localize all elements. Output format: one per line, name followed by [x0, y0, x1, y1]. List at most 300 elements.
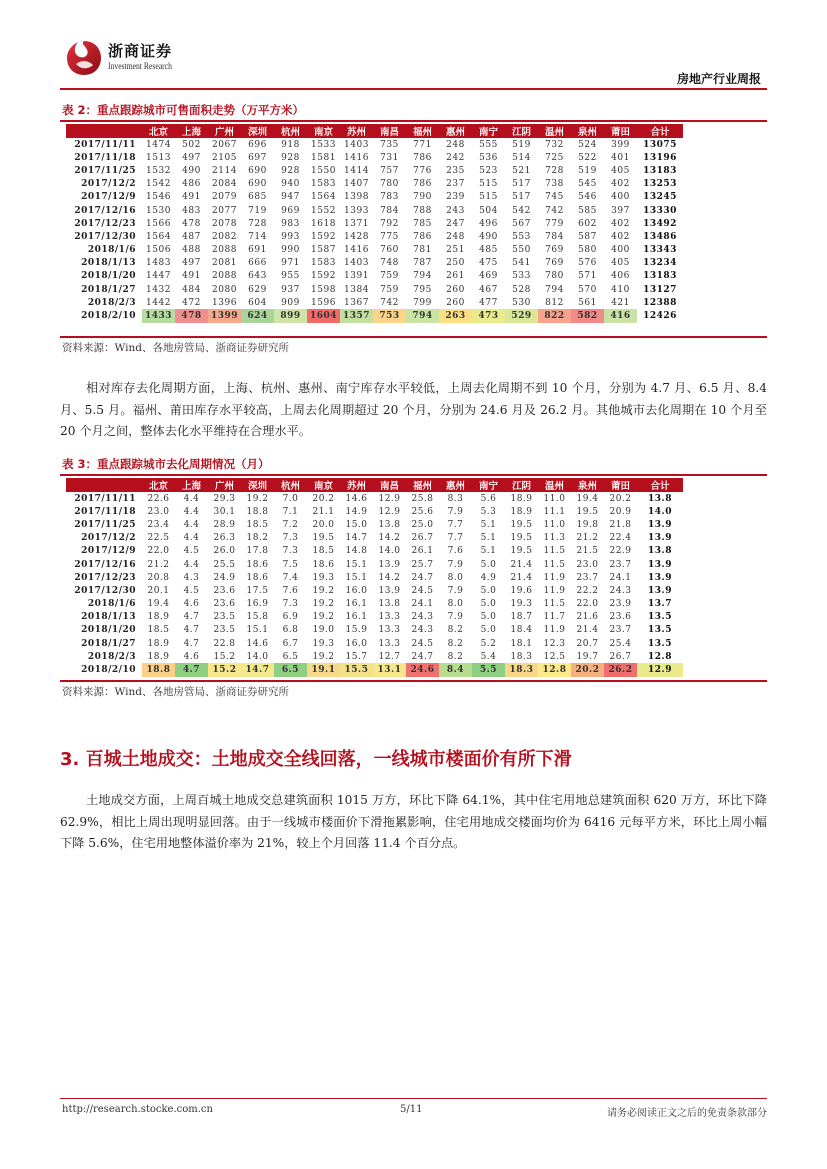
table-cell: 22.9 — [609, 546, 632, 557]
table-cell: 477 — [479, 297, 498, 308]
table-cell: 587 — [578, 231, 597, 242]
table-cell: 12.9 — [378, 493, 401, 504]
table-cell: 16.1 — [345, 599, 368, 610]
table-cell: 519 — [512, 139, 531, 150]
table-cell: 15.2 — [213, 651, 236, 662]
table-cell: 666 — [248, 258, 267, 269]
table-cell: 18.9 — [147, 638, 170, 649]
table-cell: 469 — [479, 271, 498, 282]
table-cell: 14.0 — [246, 651, 269, 662]
table-cell: 4.4 — [183, 506, 200, 517]
table-cell: 23.6 — [213, 585, 236, 596]
table-cell: 602 — [578, 218, 597, 229]
table-cell: 16.0 — [345, 638, 368, 649]
table-cell: 781 — [413, 245, 432, 256]
table-cell: 12388 — [643, 297, 677, 308]
table-cell: 2084 — [212, 179, 237, 190]
table-cell: 1587 — [311, 245, 336, 256]
table-cell: 478 — [182, 218, 201, 229]
table-cell: 261 — [446, 271, 465, 282]
table-cell: 4.4 — [183, 533, 200, 544]
table-row — [66, 637, 683, 650]
table-cell: 491 — [182, 192, 201, 203]
table-cell: 570 — [578, 284, 597, 295]
table-cell: 19.7 — [576, 651, 599, 662]
table-cell: 13.9 — [378, 559, 401, 570]
table-cell: 4.7 — [175, 663, 208, 676]
table-cell: 12.9 — [637, 663, 683, 676]
table-cell: 799 — [413, 297, 432, 308]
table-cell: 18.9 — [147, 612, 170, 623]
table-cell: 400 — [611, 192, 630, 203]
table-cell: 14.7 — [345, 533, 368, 544]
table-cell: 12426 — [637, 309, 683, 322]
table-cell: 19.0 — [312, 625, 335, 636]
table-cell: 22.0 — [147, 546, 170, 557]
table-cell: 8.0 — [447, 599, 464, 610]
table-cell: 529 — [505, 309, 538, 322]
table-cell: 4.7 — [183, 638, 200, 649]
table-cell: 21.4 — [576, 625, 599, 636]
table-cell: 21.8 — [609, 519, 632, 530]
table-cell: 26.1 — [411, 546, 434, 557]
table-cell: 20.0 — [312, 519, 335, 530]
table-cell: 23.4 — [147, 519, 170, 530]
table-cell: 13.5 — [648, 612, 672, 623]
table-cell: 22.6 — [147, 493, 170, 504]
table-cell: 7.9 — [447, 612, 464, 623]
page-number: 5/11 — [400, 1104, 423, 1115]
table-cell: 16.0 — [345, 585, 368, 596]
row-date: 2018/2/10 — [81, 665, 136, 676]
column-header: 福州 — [406, 478, 439, 492]
table-cell: 7.7 — [447, 519, 464, 530]
table-cell: 785 — [413, 218, 432, 229]
table-cell: 19.5 — [510, 546, 533, 557]
table-cell: 580 — [578, 245, 597, 256]
table-cell: 8.2 — [447, 651, 464, 662]
table-cell: 23.5 — [213, 625, 236, 636]
logo-english-name: Investment Research — [108, 61, 172, 71]
table-cell: 18.3 — [510, 651, 533, 662]
table-row — [66, 611, 683, 624]
row-date: 2017/12/9 — [81, 546, 136, 557]
table-cell: 21.1 — [312, 506, 335, 517]
table-cell: 731 — [380, 152, 399, 163]
table-cell: 15.1 — [345, 572, 368, 583]
table-cell: 15.9 — [345, 625, 368, 636]
column-header: 福州 — [406, 124, 439, 138]
table-cell: 5.6 — [480, 493, 497, 504]
table-cell: 250 — [446, 258, 465, 269]
table-cell: 19.5 — [312, 533, 335, 544]
table-cell: 18.3 — [505, 663, 538, 676]
table-cell: 1530 — [146, 205, 171, 216]
table-cell: 14.0 — [648, 506, 672, 517]
table-cell: 18.5 — [147, 625, 170, 636]
table-cell: 1533 — [311, 139, 336, 150]
table-row — [66, 663, 683, 676]
column-header: 苏州 — [340, 124, 373, 138]
table-cell: 1447 — [146, 271, 171, 282]
footer-divider — [60, 1098, 767, 1099]
table-cell: 2067 — [212, 139, 237, 150]
table-cell: 23.7 — [609, 625, 632, 636]
column-header: 南昌 — [373, 124, 406, 138]
table3-top-rule — [60, 474, 767, 476]
row-date: 2018/1/13 — [81, 612, 136, 623]
table-cell: 18.6 — [246, 559, 269, 570]
table-cell: 1592 — [311, 271, 336, 282]
table-cell: 13486 — [643, 231, 677, 242]
table3-bottom-rule — [60, 680, 767, 682]
table-cell: 522 — [578, 152, 597, 163]
table-cell: 23.7 — [576, 572, 599, 583]
table-cell: 1564 — [146, 231, 171, 242]
table-cell: 775 — [380, 231, 399, 242]
table-cell: 735 — [380, 139, 399, 150]
table-cell: 1550 — [311, 165, 336, 176]
table-cell: 514 — [512, 152, 531, 163]
table-cell: 542 — [512, 205, 531, 216]
table-cell: 5.5 — [472, 663, 505, 676]
table-cell: 15.8 — [246, 612, 269, 623]
column-header: 上海 — [175, 124, 208, 138]
table-cell: 983 — [281, 218, 300, 229]
table-cell: 541 — [512, 258, 531, 269]
table-cell: 11.9 — [543, 585, 566, 596]
table-cell: 26.7 — [411, 533, 434, 544]
table-cell: 11.5 — [543, 599, 566, 610]
table-cell: 1506 — [146, 245, 171, 256]
table-cell: 23.9 — [609, 599, 632, 610]
table-cell: 2080 — [212, 284, 237, 295]
table-cell: 576 — [578, 258, 597, 269]
table-cell: 13.7 — [648, 599, 672, 610]
table-cell: 20.1 — [147, 585, 170, 596]
table-cell: 5.1 — [480, 533, 497, 544]
table-cell: 483 — [182, 205, 201, 216]
table-cell: 909 — [281, 297, 300, 308]
footer-url[interactable]: http://research.stocke.com.cn — [62, 1104, 213, 1115]
table-cell: 783 — [380, 192, 399, 203]
table-cell: 4.7 — [183, 625, 200, 636]
table-cell: 28.9 — [213, 519, 236, 530]
table-cell: 1367 — [344, 297, 369, 308]
column-header: 南昌 — [373, 478, 406, 492]
table-cell: 405 — [611, 165, 630, 176]
table-row — [66, 492, 683, 505]
table-cell: 937 — [281, 284, 300, 295]
table-cell: 1618 — [311, 218, 336, 229]
table-cell: 25.7 — [411, 559, 434, 570]
table-cell: 1566 — [146, 218, 171, 229]
table-cell: 1393 — [344, 205, 369, 216]
table-cell: 5.1 — [480, 546, 497, 557]
table-cell: 742 — [545, 205, 564, 216]
table-cell: 11.7 — [543, 612, 566, 623]
table-cell: 4.7 — [183, 612, 200, 623]
table-row — [66, 164, 683, 177]
report-type: 房地产行业周报 — [676, 72, 761, 86]
table-cell: 24.3 — [411, 612, 434, 623]
table-cell: 400 — [611, 245, 630, 256]
table-cell: 523 — [479, 165, 498, 176]
row-date: 2018/2/10 — [81, 311, 136, 322]
table-cell: 4.5 — [183, 585, 200, 596]
table-cell: 25.8 — [411, 493, 434, 504]
table-cell: 1442 — [146, 297, 171, 308]
table-cell: 5.0 — [480, 599, 497, 610]
table-cell: 2088 — [212, 245, 237, 256]
table-cell: 2079 — [212, 192, 237, 203]
table-cell: 4.5 — [183, 546, 200, 557]
row-date: 2017/11/11 — [74, 493, 136, 504]
table-cell: 6.5 — [282, 651, 299, 662]
table-cell: 21.5 — [576, 546, 599, 557]
table-cell: 780 — [380, 179, 399, 190]
table-cell: 15.0 — [345, 519, 368, 530]
table-cell: 502 — [182, 139, 201, 150]
table-cell: 629 — [248, 284, 267, 295]
table-cell: 787 — [413, 258, 432, 269]
table-cell: 536 — [479, 152, 498, 163]
table-cell: 21.2 — [147, 559, 170, 570]
table-cell: 18.6 — [246, 572, 269, 583]
column-header: 合计 — [637, 124, 683, 138]
column-header: 北京 — [142, 478, 175, 492]
table-cell: 732 — [545, 139, 564, 150]
table-cell: 20.2 — [312, 493, 335, 504]
table-cell: 18.6 — [312, 559, 335, 570]
table-cell: 260 — [446, 284, 465, 295]
table-cell: 691 — [248, 245, 267, 256]
table-cell: 4.9 — [480, 572, 497, 583]
table-row — [66, 650, 683, 663]
table-row — [66, 309, 683, 322]
table-cell: 13.8 — [378, 599, 401, 610]
column-header: 南京 — [307, 124, 340, 138]
table-cell: 19.4 — [576, 493, 599, 504]
table-cell: 792 — [380, 218, 399, 229]
table-cell: 769 — [545, 258, 564, 269]
table-cell: 18.5 — [312, 546, 335, 557]
table-cell: 11.5 — [543, 546, 566, 557]
table-cell: 399 — [611, 139, 630, 150]
table-cell: 742 — [380, 297, 399, 308]
table-cell: 4.4 — [183, 519, 200, 530]
table-cell: 940 — [281, 179, 300, 190]
table-cell: 24.3 — [411, 625, 434, 636]
table-cell: 7.9 — [447, 585, 464, 596]
table-cell: 19.8 — [576, 519, 599, 530]
table-cell: 1416 — [344, 245, 369, 256]
header-divider — [60, 88, 767, 90]
row-date: 2017/12/16 — [74, 205, 136, 216]
table-cell: 4.4 — [183, 493, 200, 504]
table-cell: 786 — [413, 152, 432, 163]
land-transaction-paragraph: 土地成交方面，上周百城土地成交总建筑面积 1015 万方，环比下降 64.1%，其中住宅用地总建筑面积 620 万方，环比下降 62.9%，相比上周出现明显回落。由于一线城市楼面价下滑拖累影响，住宅用地成交楼面均价为 6416 元每平方米，环比上周小幅下降 5.6%，住宅用地整体溢价率为 21%，较上个月回落 11.4 个百分点。 — [60, 793, 767, 850]
column-header: 温州 — [538, 478, 571, 492]
table-cell: 8.0 — [447, 572, 464, 583]
table-cell: 19.6 — [510, 585, 533, 596]
table-cell: 19.2 — [312, 599, 335, 610]
table-cell: 1357 — [340, 309, 373, 322]
table-cell: 1542 — [146, 179, 171, 190]
table-cell: 235 — [446, 165, 465, 176]
row-date: 2017/12/2 — [81, 179, 136, 190]
table-cell: 24.9 — [213, 572, 236, 583]
table-cell: 899 — [274, 309, 307, 322]
column-header: 上海 — [175, 478, 208, 492]
table-cell: 21.4 — [510, 559, 533, 570]
table3-header-row — [66, 478, 683, 492]
table-cell: 776 — [413, 165, 432, 176]
table-cell: 546 — [578, 192, 597, 203]
table-cell: 397 — [611, 205, 630, 216]
table-cell: 26.0 — [213, 546, 236, 557]
table-cell: 7.4 — [282, 572, 299, 583]
table-cell: 22.0 — [576, 599, 599, 610]
table-cell: 1414 — [344, 165, 369, 176]
table-cell: 690 — [248, 165, 267, 176]
table-cell: 2088 — [212, 271, 237, 282]
table-cell: 13.3 — [378, 638, 401, 649]
table-cell: 790 — [413, 192, 432, 203]
table-cell: 15.2 — [208, 663, 241, 676]
table-cell: 928 — [281, 165, 300, 176]
table-cell: 6.8 — [282, 625, 299, 636]
table3-source: 资料来源：Wind、各地房管局、浙商证券研究所 — [62, 686, 289, 698]
table-cell: 504 — [479, 205, 498, 216]
table2-source: 资料来源：Wind、各地房管局、浙商证券研究所 — [62, 342, 289, 354]
table-cell: 1483 — [146, 258, 171, 269]
column-header: 深圳 — [241, 124, 274, 138]
table-cell: 488 — [182, 245, 201, 256]
table2-header-row — [66, 124, 683, 138]
row-date: 2017/12/2 — [81, 533, 136, 544]
table-cell: 1474 — [146, 139, 171, 150]
table-cell: 473 — [472, 309, 505, 322]
table-cell: 8.2 — [447, 638, 464, 649]
table-cell: 5.2 — [480, 638, 497, 649]
table-cell: 15.7 — [345, 651, 368, 662]
table-cell: 822 — [538, 309, 571, 322]
table-cell: 406 — [611, 271, 630, 282]
table-cell: 19.4 — [147, 599, 170, 610]
table-cell: 7.3 — [282, 533, 299, 544]
table-cell: 405 — [611, 258, 630, 269]
logo-chinese-name: 浙商证券 — [108, 42, 173, 60]
table-cell: 26.2 — [604, 663, 637, 676]
row-date: 2017/12/30 — [74, 231, 136, 242]
table-cell: 643 — [248, 271, 267, 282]
table-cell: 794 — [413, 271, 432, 282]
table-cell: 263 — [439, 309, 472, 322]
table-cell: 1403 — [344, 258, 369, 269]
table-cell: 20.8 — [147, 572, 170, 583]
table-cell: 13196 — [643, 152, 677, 163]
table-cell: 24.7 — [411, 572, 434, 583]
table-cell: 7.7 — [447, 533, 464, 544]
table-cell: 13.3 — [378, 612, 401, 623]
table-cell: 18.9 — [510, 493, 533, 504]
table-cell: 17.5 — [246, 585, 269, 596]
table-cell: 2077 — [212, 205, 237, 216]
inventory-cycle-paragraph: 相对库存去化周期方面，上海、杭州、惠州、南宁库存水平较低，上周去化周期不到 10 个月，分别为 4.7 月、6.5 月、8.4 月、5.5 月。福州、莆田库存水平较高，上周去化周期超过 20 个月，分别为 24.6 月及 26.2 月。其他城市去化周期在 10 个月至 20 个月之间，整体去化水平维持在合理水平。 — [60, 381, 767, 438]
table-cell: 8.3 — [447, 493, 464, 504]
table-cell: 771 — [413, 139, 432, 150]
table-cell: 760 — [380, 245, 399, 256]
table-cell: 1416 — [344, 152, 369, 163]
table-cell: 20.2 — [571, 663, 604, 676]
table-row — [66, 505, 683, 518]
table-row — [66, 598, 683, 611]
table-cell: 7.9 — [447, 506, 464, 517]
table-cell: 19.5 — [510, 533, 533, 544]
table-cell: 553 — [512, 231, 531, 242]
table-cell: 13127 — [643, 284, 677, 295]
row-date: 2018/1/6 — [87, 245, 136, 256]
table-cell: 478 — [175, 309, 208, 322]
table-row — [66, 624, 683, 637]
header-blank-cell — [66, 478, 142, 492]
table-cell: 5.0 — [480, 625, 497, 636]
table-cell: 524 — [578, 139, 597, 150]
table-cell: 697 — [248, 152, 267, 163]
table-cell: 13.9 — [648, 559, 672, 570]
table-cell: 757 — [380, 165, 399, 176]
table-cell: 24.7 — [411, 651, 434, 662]
table-cell: 13183 — [643, 271, 677, 282]
table-cell: 1592 — [311, 231, 336, 242]
company-logo — [64, 36, 194, 80]
table-cell: 928 — [281, 152, 300, 163]
table-cell: 714 — [248, 231, 267, 242]
table-cell: 13.9 — [648, 519, 672, 530]
table-cell: 5.1 — [480, 519, 497, 530]
table-row — [66, 558, 683, 571]
table2-top-rule — [60, 120, 767, 122]
table-cell: 1546 — [146, 192, 171, 203]
table-cell: 23.0 — [147, 506, 170, 517]
table-cell: 491 — [182, 271, 201, 282]
table-cell: 1407 — [344, 179, 369, 190]
table-cell: 25.4 — [609, 638, 632, 649]
table2-bottom-rule — [60, 336, 767, 338]
table-cell: 971 — [281, 258, 300, 269]
column-header: 莆田 — [604, 124, 637, 138]
table-cell: 6.7 — [282, 638, 299, 649]
table-cell: 14.6 — [345, 493, 368, 504]
table-cell: 19.1 — [307, 663, 340, 676]
table-cell: 12.5 — [543, 651, 566, 662]
table-cell: 24.3 — [609, 585, 632, 596]
table-cell: 794 — [406, 309, 439, 322]
table-cell: 410 — [611, 284, 630, 295]
table-cell: 24.1 — [411, 599, 434, 610]
table-cell: 13245 — [643, 192, 677, 203]
table-cell: 11.0 — [543, 493, 566, 504]
table-cell: 14.9 — [345, 506, 368, 517]
table-cell: 1403 — [344, 139, 369, 150]
table-cell: 497 — [182, 152, 201, 163]
table-cell: 11.0 — [543, 519, 566, 530]
table-cell: 239 — [446, 192, 465, 203]
table-cell: 402 — [611, 218, 630, 229]
table-cell: 20.9 — [609, 506, 632, 517]
table-cell: 18.5 — [246, 519, 269, 530]
